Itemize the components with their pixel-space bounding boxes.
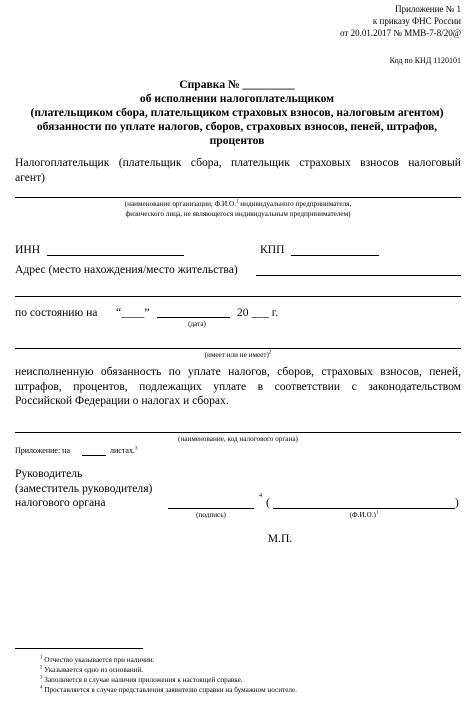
has-obligation-field[interactable] (15, 348, 461, 349)
fio-paren-close: ) (455, 496, 459, 509)
fio-caption: $(Ф.И.О.)^1$ (349, 510, 379, 519)
taxpayer-label-line-2: агент) (15, 171, 46, 184)
stamp-place: М.П. (267, 532, 293, 545)
head-title-line-3: налогового органа (15, 496, 106, 509)
title-line-5: процентов (209, 134, 265, 147)
order-date-number: от 20.01.2017 № ММВ-7-8/20@ (340, 28, 461, 38)
obligation-text-line-1: неисполненную обязанность по уплате налогов, сборов, страховых взносов, пеней, (15, 365, 461, 378)
taxpayer-name-field[interactable] (15, 197, 461, 198)
obligation-text-line-2: штрафов, процентов, подлежащих уплате в соответствии с законодательством (15, 380, 461, 393)
footnote-1: $^1$ Отчество указывается при наличии. (40, 655, 155, 664)
document-title: Справка № _________ (179, 78, 295, 91)
date-month-field[interactable] (157, 317, 230, 318)
footnote-4: $^4$ Проставляется в случае представления заявителю справки на бумажном носителе. (40, 685, 297, 694)
obligation-text-line-3: Российской Федерации о налогах и сборах. (15, 394, 229, 407)
fio-field[interactable] (273, 508, 455, 509)
attachment-suffix: листах.$^3$ (110, 446, 138, 455)
date-year-field[interactable]: 20 ___ г. (237, 306, 279, 319)
address-field-1[interactable] (256, 275, 461, 276)
taxpayer-caption-2: физического лица, не являющегося индивидуальным предпринимателем) (125, 210, 351, 218)
kpp-field[interactable] (291, 255, 379, 256)
head-title-line-2: (заместитель руководителя) (15, 482, 153, 495)
tax-authority-field[interactable] (15, 432, 461, 433)
form-code: Код по КНД 1120101 (389, 56, 461, 65)
signature-footnote-mark: 4 (259, 493, 262, 499)
taxpayer-label-line-1: Налогоплательщик (плательщик сбора, плательщик страховых взносов налоговый (15, 156, 461, 169)
fio-paren-open: ( (266, 496, 270, 509)
kpp-label: КПП (260, 243, 285, 256)
attachment-prefix: Приложение: на (15, 446, 70, 455)
order-reference: к приказу ФНС России (372, 16, 461, 26)
tax-authority-caption: (наименование, код налогового органа) (178, 435, 298, 443)
attachment-sheets-field[interactable] (82, 455, 106, 456)
footnote-divider (15, 648, 143, 649)
has-caption: (имеет или не имеет)$^2$ (204, 350, 272, 359)
date-label: по состоянию на (15, 306, 98, 319)
footnote-3: $^3$ Заполняется в случае наличия приложения к настоящей справке. (40, 675, 243, 684)
taxpayer-caption-1: (наименование организации, Ф.И.О.$^1$ индивидуального предпринимателя, (124, 199, 352, 208)
date-caption: (дата) (188, 320, 206, 328)
title-line-3: (плательщиком сбора, плательщиком страховых взносов, налоговым агентом) (30, 106, 444, 119)
inn-label: ИНН (15, 243, 41, 256)
appendix-number: Приложение № 1 (395, 4, 461, 14)
date-day-field[interactable]: “____” (116, 306, 150, 319)
inn-field[interactable] (47, 255, 184, 256)
signature-caption: (подпись) (196, 511, 226, 519)
head-title-line-1: Руководитель (15, 467, 83, 480)
footnote-2: $^2$ Указывается одно из оснований. (40, 665, 144, 674)
signature-field[interactable] (168, 508, 254, 509)
address-label: Адрес (место нахождения/место жительства) (15, 263, 238, 276)
address-field-2[interactable] (15, 296, 461, 297)
title-line-2: об исполнении налогоплательщиком (139, 92, 335, 105)
title-line-4: обязанности по уплате налогов, сборов, страховых взносов, пеней, штрафов, (36, 120, 438, 133)
